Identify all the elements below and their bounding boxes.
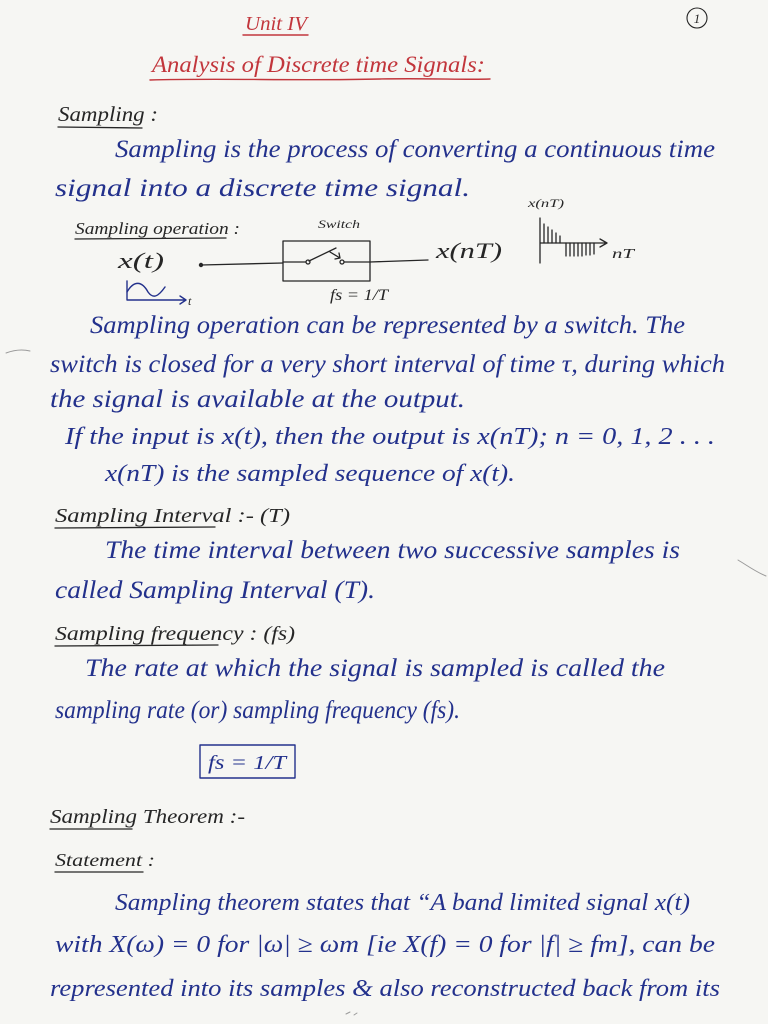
- operation-text-line: switch is closed for a very short interval of time τ, during which: [50, 351, 725, 378]
- sampling-definition-line: Sampling is the process of converting a continuous time: [115, 136, 715, 163]
- sampled-plot-y-label: x(nT): [526, 196, 564, 210]
- sampling-interval-heading: Sampling Interval :- (T): [55, 505, 291, 527]
- page-title: Analysis of Discrete time Signals:: [149, 52, 485, 77]
- continuous-signal-time-label: t: [188, 294, 192, 308]
- interval-text-line: called Sampling Interval (T).: [55, 577, 375, 604]
- operation-text-line: Sampling operation can be represented by a switch. The: [90, 312, 685, 339]
- sampling-frequency-formula: fs = 1/T: [208, 752, 289, 774]
- diagram-input-label: x(t): [116, 248, 164, 273]
- diagram-rate-label: fs = 1/T: [330, 287, 390, 304]
- sampled-plot-x-label: nT: [612, 247, 636, 262]
- theorem-text-line: represented into its samples & also reconstructed back from its: [50, 976, 720, 1002]
- operation-text-line: the signal is available at the output.: [50, 386, 465, 413]
- frequency-text-line: The rate at which the signal is sampled is called the: [85, 655, 665, 682]
- sampling-frequency-heading: Sampling frequency : (fs): [55, 623, 296, 645]
- theorem-text-line: with X(ω) = 0 for |ω| ≥ ωm [ie X(f) = 0 for |f| ≥ fm], can be: [55, 932, 716, 958]
- theorem-text-line: Sampling theorem states that “A band limited signal x(t): [115, 890, 691, 916]
- diagram-switch-label: Switch: [318, 217, 360, 231]
- sampling-theorem-heading: Sampling Theorem :-: [50, 806, 245, 828]
- diagram-output-label: x(nT): [434, 238, 502, 263]
- page-number: 1: [693, 11, 701, 26]
- frequency-text-line: sampling rate (or) sampling frequency (fs).: [55, 697, 460, 724]
- operation-text-line: If the input is x(t), then the output is x(nT); n = 0, 1, 2 . . .: [63, 424, 716, 450]
- sampling-operation-heading: Sampling operation :: [75, 219, 240, 238]
- statement-heading: Statement :: [55, 850, 155, 870]
- interval-text-line: The time interval between two successive samples is: [105, 537, 680, 564]
- unit-heading: Unit IV: [245, 13, 310, 35]
- sampling-definition-line: signal into a discrete time signal.: [55, 175, 470, 202]
- operation-text-line: x(nT) is the sampled sequence of x(t).: [103, 461, 516, 487]
- sampling-heading: Sampling :: [58, 102, 158, 126]
